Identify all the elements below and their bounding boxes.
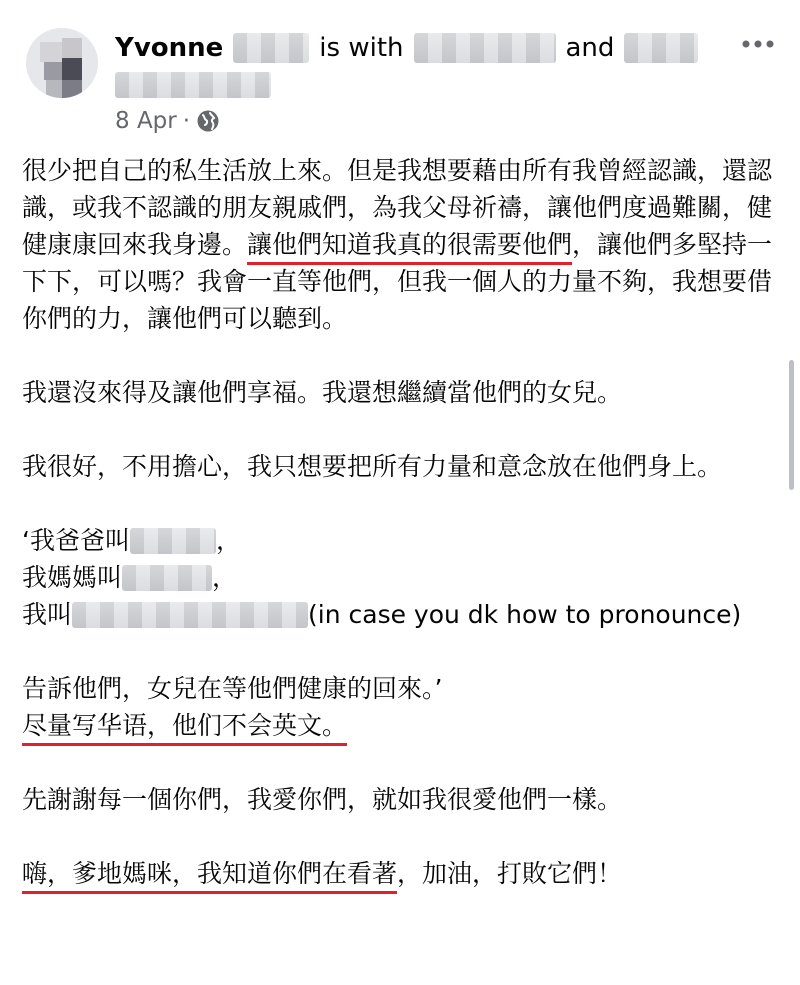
meta-separator: ·: [182, 108, 191, 134]
paragraph-1: [22, 152, 774, 337]
paragraph-5-text: 告訴他們，女兒在等他們健康的回來。’: [22, 674, 443, 703]
redacted-father-name: [130, 528, 216, 554]
paragraph-7-underlined: 嗨，爹地媽咪，我知道你們在看著: [22, 859, 398, 888]
redacted-surname: [233, 33, 309, 63]
quote-line-mother: [22, 559, 774, 596]
paragraph-5-underlined: 尽量写华语，他们不会英文。: [22, 711, 348, 740]
redacted-tagged-person-line2: [115, 72, 271, 98]
paragraph-1-text-a: 很少把自己的私生活放上來。但是我想要藉由所有我曾經認識，還認識，或我不認識的朋友親戚們，為我父母祈禱，讓他們度過難關，健健康康回來我身邊。: [22, 156, 773, 259]
quote-line-father: [22, 522, 774, 559]
post-author-line: [115, 28, 698, 68]
post-body: [22, 152, 774, 892]
redacted-tagged-person-3[interactable]: [115, 72, 271, 98]
quote-mother-prefix: 我媽媽叫: [22, 563, 123, 592]
avatar[interactable]: [26, 28, 98, 98]
post-meta: [115, 104, 220, 138]
with-text: is with: [319, 33, 404, 63]
globe-icon[interactable]: [196, 109, 220, 133]
scrollbar[interactable]: [789, 360, 794, 490]
author-name[interactable]: Yvonne: [115, 33, 224, 63]
redacted-self-name: [72, 602, 308, 628]
quote-mother-suffix: ，: [212, 563, 238, 592]
quote-self-prefix: 我叫: [22, 600, 73, 629]
quote-father-suffix: ，: [215, 526, 241, 555]
paragraph-3: 我很好，不用擔心，我只想要把所有力量和意念放在他們身上。: [22, 452, 723, 481]
paragraph-6: 先謝謝每一個你們，我愛你們，就如我很愛他們一樣。: [22, 785, 623, 814]
paragraph-1-text-b: ，讓他們多堅持一下下，可以嗎？我會一直等他們，但我一個人的力量不夠，我想要借你們的力，讓他們可以聽到。: [22, 230, 773, 333]
redacted-mother-name: [122, 565, 212, 591]
paragraph-5: [22, 670, 774, 744]
post-date[interactable]: 8 Apr: [115, 108, 177, 134]
quote-father-prefix: ‘我爸爸叫: [22, 526, 130, 555]
quote-self-suffix: (in case you dk how to pronounce): [308, 600, 742, 629]
post-header: [0, 0, 800, 150]
paragraph-7-text: ，加油，打敗它們！: [397, 859, 623, 888]
paragraph-2: 我還沒來得及讓他們享福。我還想繼續當他們的女兒。: [22, 378, 623, 407]
redacted-tagged-person-1[interactable]: [414, 33, 556, 63]
and-text: and: [565, 33, 615, 63]
quote-line-self: [22, 596, 774, 633]
paragraph-7: [22, 855, 774, 892]
redacted-tagged-person-2[interactable]: [624, 33, 698, 63]
paragraph-1-underlined: 讓他們知道我真的很需要他們: [247, 230, 573, 259]
more-options-icon[interactable]: [740, 34, 776, 54]
